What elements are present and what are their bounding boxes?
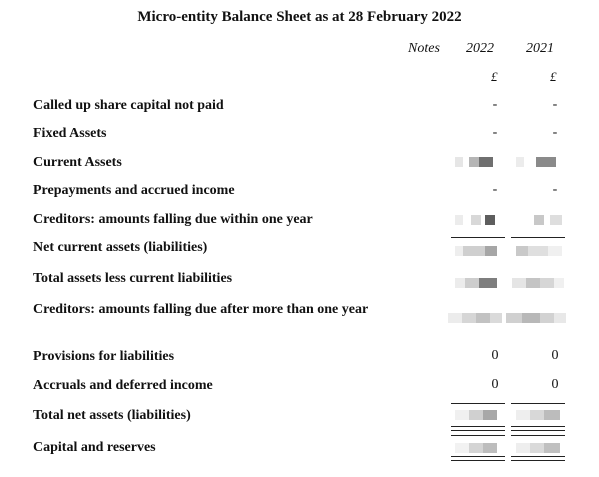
- redacted-value-2021-net-current-assets: [516, 246, 566, 256]
- row-label-prepayments: Prepayments and accrued income: [33, 183, 235, 198]
- row-label-provisions: Provisions for liabilities: [33, 349, 175, 364]
- row-label-net-current-assets: Net current assets (liabilities): [33, 240, 208, 255]
- row-label-creditors-within-one-year: Creditors: amounts falling due within one year: [33, 212, 313, 227]
- capital-double-rule-2021: [511, 456, 565, 461]
- value-2022-accruals: 0: [491, 377, 499, 392]
- capital-top-rule-2021: [511, 435, 565, 436]
- value-2021-accruals: 0: [551, 377, 559, 392]
- redacted-value-2022-net-current-assets: [455, 246, 500, 256]
- redacted-value-2022-current-assets: [455, 157, 497, 167]
- subtotal-rule-2022: [451, 237, 505, 238]
- value-2021-prepayments: -: [552, 182, 558, 197]
- value-2022-provisions: 0: [491, 348, 499, 363]
- redacted-value-2022-total-assets-less-current-liabilities: [455, 278, 500, 288]
- row-label-fixed-assets: Fixed Assets: [33, 126, 107, 141]
- total-double-rule-2022: [451, 426, 505, 431]
- row-label-accruals: Accruals and deferred income: [33, 378, 213, 393]
- subtotal-rule-2021: [511, 237, 565, 238]
- row-label-total-assets-less-current-liabilities: Total assets less current liabilities: [33, 271, 233, 286]
- notes-column-header: Notes: [408, 41, 440, 56]
- redacted-value-2021-total-assets-less-current-liabilities: [512, 278, 566, 288]
- currency-2021: £: [550, 69, 557, 84]
- value-2022-prepayments: -: [492, 182, 498, 197]
- value-2021-called-up-share-capital: -: [552, 97, 558, 112]
- value-2021-fixed-assets: -: [552, 125, 558, 140]
- redacted-value-2021-current-assets: [516, 157, 558, 167]
- total-double-rule-2021: [511, 426, 565, 431]
- total-top-rule-2021: [511, 403, 565, 404]
- redacted-value-2022-creditors-after-one-year: [448, 313, 502, 323]
- row-label-current-assets: Current Assets: [33, 155, 122, 170]
- value-2022-called-up-share-capital: -: [492, 97, 498, 112]
- row-label-total-net-assets: Total net assets (liabilities): [33, 408, 191, 423]
- capital-top-rule-2022: [451, 435, 505, 436]
- currency-2022: £: [491, 69, 498, 84]
- total-top-rule-2022: [451, 403, 505, 404]
- redacted-value-2022-total-net-assets: [455, 410, 500, 420]
- value-2021-provisions: 0: [551, 348, 559, 363]
- value-2022-fixed-assets: -: [492, 125, 498, 140]
- year-2021-column-header: 2021: [526, 41, 554, 56]
- row-label-called-up-share-capital: Called up share capital not paid: [33, 98, 224, 113]
- row-label-creditors-after-one-year: Creditors: amounts falling due after more than one year: [33, 302, 369, 317]
- redacted-value-2022-capital-and-reserves: [455, 443, 500, 453]
- capital-double-rule-2022: [451, 456, 505, 461]
- redacted-value-2021-creditors-after-one-year: [506, 313, 566, 323]
- document-title: Micro-entity Balance Sheet as at 28 February 2022: [137, 9, 462, 25]
- redacted-value-2021-capital-and-reserves: [516, 443, 564, 453]
- year-2022-column-header: 2022: [466, 41, 494, 56]
- redacted-value-2021-total-net-assets: [516, 410, 564, 420]
- redacted-value-2022-creditors-within-one-year: [455, 215, 497, 225]
- redacted-value-2021-creditors-within-one-year: [516, 215, 566, 225]
- row-label-capital-and-reserves: Capital and reserves: [33, 440, 156, 455]
